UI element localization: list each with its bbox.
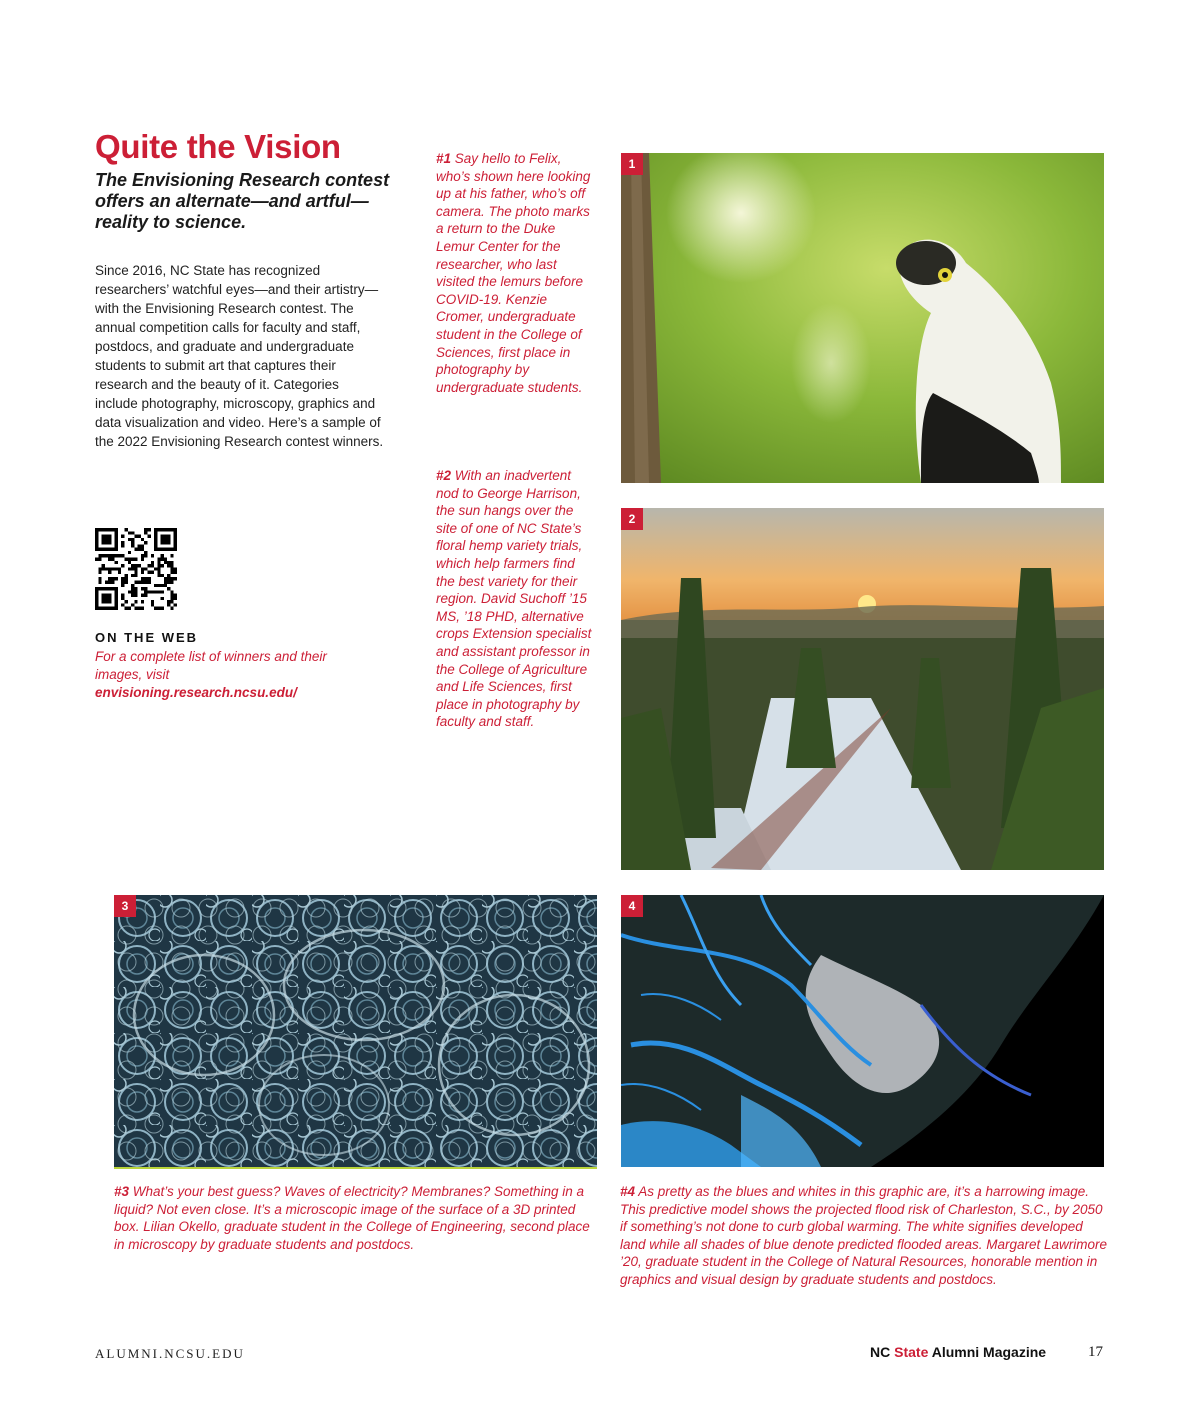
on-the-web-text <box>95 648 355 702</box>
on-the-web-heading: ON THE WEB <box>95 630 199 645</box>
intro-paragraph: Since 2016, NC State has recognized researchers’ watchful eyes—and their artistry—with the Envisioning Research contest. The annual competition calls for faculty and staff, postdocs, and graduate and undergraduate students to submit art that captures their research and the beauty of it. Categories include photography, microscopy, graphics and data visualization and video. Here’s a sample of the 2022 Envisioning Research contest winners. <box>95 263 384 449</box>
footer-mag-nc: NC <box>870 1344 895 1360</box>
photo-number-badge: 1 <box>621 153 643 175</box>
on-the-web-body: For a complete list of winners and their images, visit <box>95 649 327 682</box>
photo-hemp-field <box>621 508 1104 870</box>
caption-2 <box>436 467 596 731</box>
footer-magazine-name <box>870 1344 1046 1360</box>
footer-mag-state: State <box>894 1344 929 1360</box>
qr-code[interactable] <box>95 528 177 610</box>
caption-4 <box>620 1183 1112 1289</box>
caption-4-text: As pretty as the blues and whites in this graphic are, it’s a harrowing image. This predictive model shows the projected flood risk of Charleston, S.C., by 2050 if something’s not done to curb global warming. The white signifies developed land while all shades of blue denote predicted flooded areas. Margaret Lawrimore ’20, graduate student in the College of Natural Resources, honorable mention in graphics and visual design by graduate students and postdocs. <box>620 1184 1108 1287</box>
photo-number-badge: 3 <box>114 895 136 917</box>
caption-4-number: #4 <box>620 1184 636 1199</box>
caption-2-text: With an inadvertent nod to George Harrison, the sun hangs over the site of one of NC State’s floral hemp variety trials, which help farmers find the best variety for their region. David Suchoff ’15 MS, ’18 PHD, alternative crops Extension specialist and assistant professor in the College of Agriculture and Life Sciences, first place in photography by faculty and staff. <box>436 468 592 730</box>
photo-microscopy <box>114 895 597 1169</box>
caption-1-text: Say hello to Felix, who’s shown here looking up at his father, who’s off camera. The photo marks a return to the Duke Lemur Center for the researcher, who last visited the lemurs before COVID-19. Kenzie Cromer, undergraduate student in the College of Sciences, first place in photography by undergraduate students. <box>436 151 591 395</box>
caption-3 <box>114 1183 590 1253</box>
footer-website: ALUMNI.NCSU.EDU <box>95 1346 245 1361</box>
photo-flood-map <box>621 895 1104 1167</box>
page-title: Quite the Vision <box>95 128 341 165</box>
caption-3-number: #3 <box>114 1184 130 1199</box>
page-number: 17 <box>1088 1344 1103 1360</box>
caption-2-number: #2 <box>436 468 452 483</box>
photo-number-badge: 2 <box>621 508 643 530</box>
footer-mag-rest: Alumni Magazine <box>928 1344 1047 1360</box>
photo-number-badge: 4 <box>621 895 643 917</box>
photo-lemur <box>621 153 1104 483</box>
envisioning-link[interactable]: envisioning.research.ncsu.edu/ <box>95 685 297 700</box>
caption-1 <box>436 150 596 396</box>
page-subtitle: The Envisioning Research contest offers an alternate—and artful—reality to science. <box>95 170 390 232</box>
caption-3-text: What’s your best guess? Waves of electricity? Membranes? Something in a liquid? Not even close. It’s a microscopic image of the surface of a 3D printed box. Lilian Okello, graduate student in the College of Engineering, second place in microscopy by graduate students and postdocs. <box>114 1184 590 1252</box>
caption-1-number: #1 <box>436 151 452 166</box>
